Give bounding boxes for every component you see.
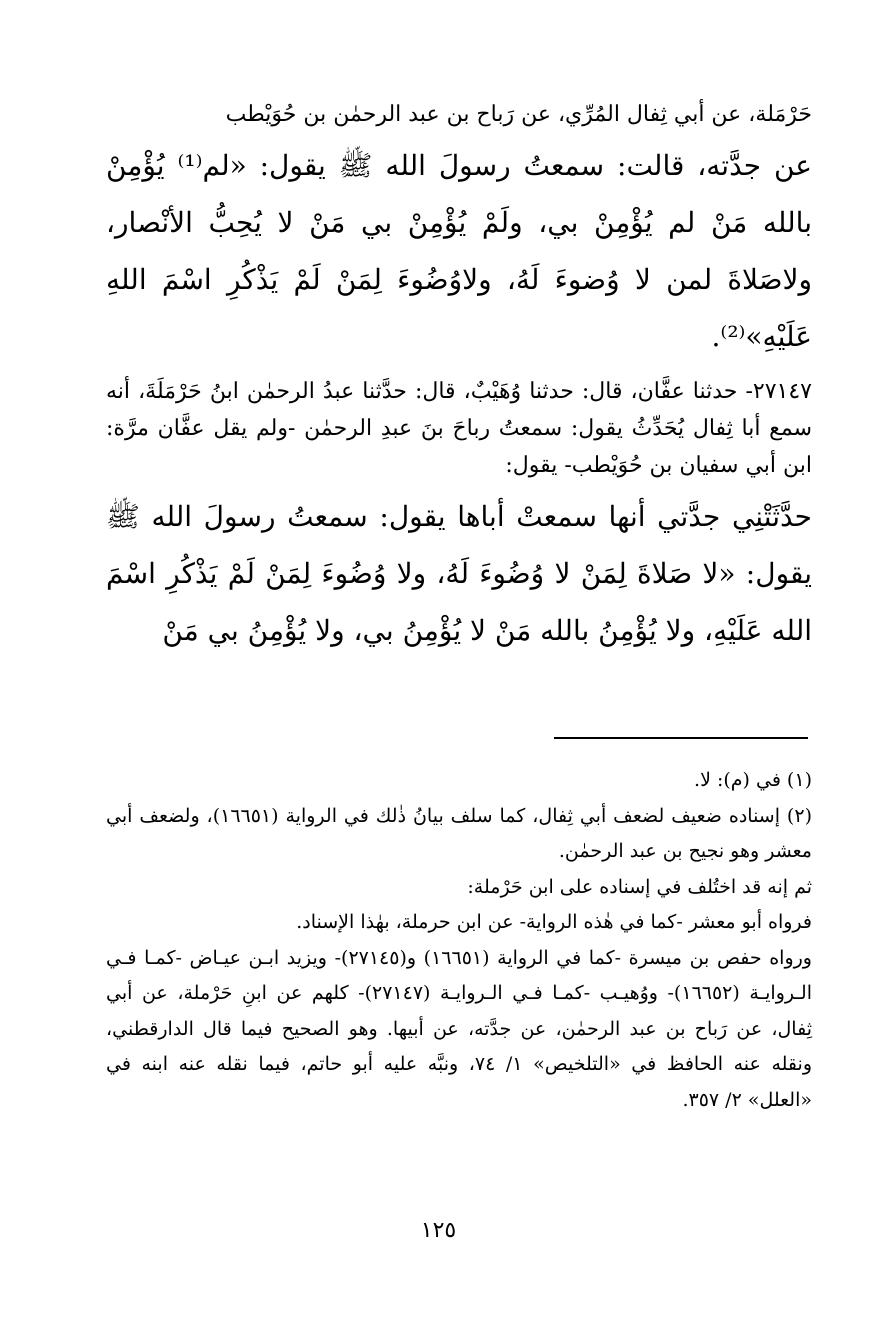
footnote-2: (٢) إسناده ضعيف لضعف أبي ثِفال، كما سلف بيانُ ذٰلك في الرواية (١٦٦٥١)، ولضعف أبي معشر وهو نجيح بن عبد الرحمٰن.: [106, 804, 812, 862]
footnote-2-continued-2: فرواه أبو معشر -كما في هٰذه الرواية- عن ابن حرملة، بهٰذا الإسناد.: [296, 911, 812, 933]
footnote-2-continued-3: ورواه حفص بن ميسرة -كما في الرواية (١٦٦٥١) و(٢٧١٤٥)- ويزيد ابـن عيـاض -كمـا فـي الـروايـة (١٦٦٥٢)- ووُهيـب -كمـا فـي الـروايـة (٢٧١٤٧)- كلهم عن ابنِ حَرْملة، عن أبي ثِفال، عن رَباح بن عبد الرحمٰن، عن جدَّته، عن أبيها. وهو الصحيح فيما قال الدارقطني، ونقله عنه الحافظ في «التلخيص» ١/ ٧٤، ونبَّه عليه أبو حاتم، فيما نقله عنه ابنه في «العلل» ٢/ ٣٥٧.: [106, 946, 812, 1111]
main-text: [106, 96, 812, 659]
isnad-paragraph: ٢٧١٤٧- حدثنا عفَّان، قال: حدثنا وُهَيْبٌ، قال: حدَّثنا عبدُ الرحمٰن ابنُ حَرْمَلَةَ، أنه سمع أبا ثِفال يُحَدِّثُ يقول: سمعتُ رباحَ بنَ عبدِ الرحمٰن -ولم يقل عفَّان مرَّة: ابن أبي سفيان بن حُوَيْطب- يقول:: [106, 379, 812, 478]
hadith-text-1: عن جدَّته، قالت: سمعتُ رسولَ الله ﷺ يقول: «لم⁽¹⁾ يُؤْمِنْ بالله مَنْ لم يُؤْمِنْ بي، ولَمْ يُؤْمِنْ بي مَنْ لا يُحِبُّ الأنْصار، ولاصَلاةَ لمن لا وُضوءَ لَهُ، ولاوُضُوءَ لِمَنْ لَمْ يَذْكُرِ اسْمَ اللهِ عَلَيْهِ»⁽²⁾.: [106, 149, 812, 353]
footnotes: [106, 763, 812, 1118]
page-number: ١٢٥: [420, 1218, 457, 1243]
hadith-text-2: حدَّثَتْنِي جدَّتي أنها سمعتْ أباها يقول: سمعتُ رسولَ الله ﷺ يقول: «لا صَلاةَ لِمَنْ لا وُضُوءَ لَهُ، ولا وُضُوءَ لِمَنْ لَمْ يَذْكُرِ اسْمَ الله عَلَيْهِ، ولا يُؤْمِنُ بالله مَنْ لا يُؤْمِنُ بي، ولا يُؤْمِنُ بي مَنْ: [106, 500, 812, 647]
footnote-2-continued-1: ثم إنه قد اختُلف في إسناده على ابن حَرْملة:: [467, 875, 812, 898]
intro-line: حَرْمَلة، عن أبي ثِفال المُرِّي، عن رَباح بن عبد الرحمٰن بن حُوَيْطب: [225, 102, 812, 127]
footnote-separator: [554, 737, 808, 739]
footnote-1: (١) في (م): لا.: [694, 769, 812, 791]
